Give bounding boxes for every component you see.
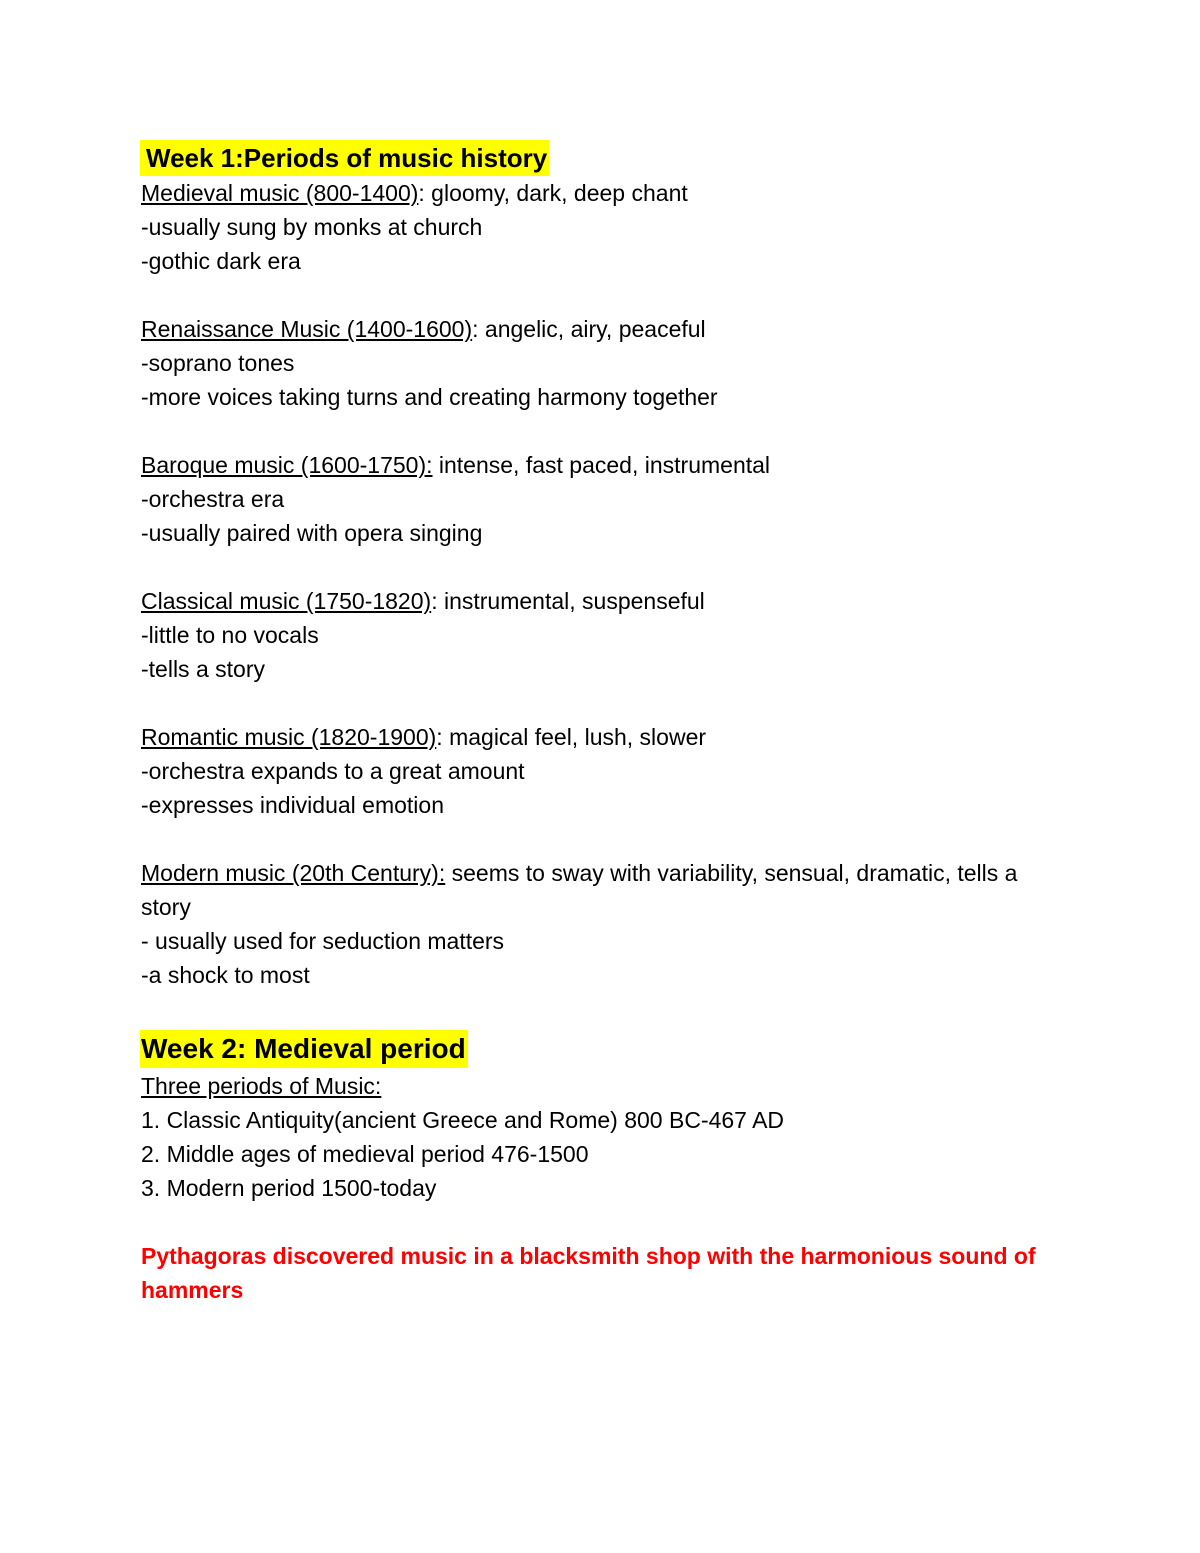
spacer [141,1205,1081,1239]
spacer [141,414,1081,448]
spacer [141,278,1081,312]
period-note: -orchestra expands to a great amount [141,758,525,784]
period-title: Modern music (20th Century): [141,860,446,886]
period-desc: seems to sway with variability, sensual, dramatic, tells a story [141,860,1018,920]
period-desc: : angelic, airy, peaceful [472,316,706,342]
list-item: 1. Classic Antiquity(ancient Greece and Rome) 800 BC-467 AD [141,1107,785,1133]
highlight-note: Pythagoras discovered music in a blacksmith shop with the harmonious sound of hammers [141,1243,1036,1303]
period-title: Medieval music (800-1400) [141,180,419,206]
period-baroque [141,448,1081,482]
period-note: -orchestra era [141,486,285,512]
period-title: Renaissance Music (1400-1600) [141,316,473,342]
period-modern [141,856,1061,924]
period-desc: intense, fast paced, instrumental [432,452,771,478]
spacer [141,992,1081,1030]
period-note: -soprano tones [141,350,295,376]
period-title: Romantic music (1820-1900) [141,724,437,750]
list-item: 3. Modern period 1500-today [141,1175,437,1201]
period-desc: : instrumental, suspenseful [431,588,705,614]
period-note: -tells a story [141,656,265,682]
period-note: -expresses individual emotion [141,792,444,818]
period-medieval [141,176,1081,210]
period-desc: : gloomy, dark, deep chant [418,180,688,206]
week2-heading-line [141,1030,1081,1069]
period-note: -gothic dark era [141,248,301,274]
week1-heading: Week 1:Periods of music history [140,140,549,176]
period-title: Classical music (1750-1820) [141,588,432,614]
period-note: - usually used for seduction matters [141,928,505,954]
period-romantic [141,720,1081,754]
period-desc: : magical feel, lush, slower [436,724,707,750]
period-note: -little to no vocals [141,622,319,648]
period-renaissance [141,312,1081,346]
week1-heading-line [141,140,1081,176]
period-title: Baroque music (1600-1750): [141,452,433,478]
document-body [141,140,1081,1307]
period-classical [141,584,1081,618]
period-note: -usually paired with opera singing [141,520,483,546]
spacer [141,686,1081,720]
period-note: -a shock to most [141,962,310,988]
week2-subheading: Three periods of Music: [141,1073,382,1099]
period-note: -more voices taking turns and creating harmony together [141,384,718,410]
week2-heading: Week 2: Medieval period [140,1030,468,1068]
list-item: 2. Middle ages of medieval period 476-1500 [141,1141,589,1167]
spacer [141,550,1081,584]
spacer [141,822,1081,856]
period-note: -usually sung by monks at church [141,214,483,240]
